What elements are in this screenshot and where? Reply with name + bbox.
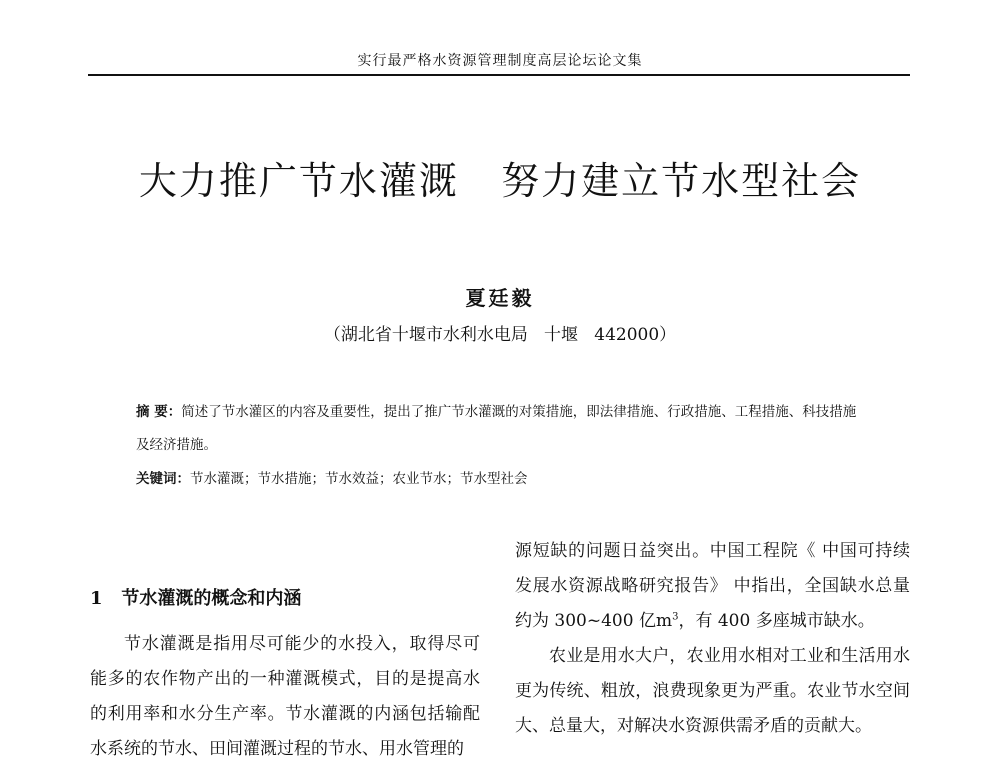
section-heading: 1 节水灌溉的概念和内涵	[90, 588, 302, 609]
paper-title: 大力推广节水灌溉 努力建立节水型社会	[138, 159, 862, 203]
body-paragraph: 节水灌溉是指用尽可能少的水投入，取得尽可能多的农作物产出的一种灌溉模式，目的是提高水的利用率和水分生产率。节水灌溉的内涵包括输配水系统的节水、田间灌溉过程的节水、用水管理的	[90, 634, 480, 759]
keywords	[136, 467, 866, 487]
running-header: 实行最严格水资源管理制度高层论坛论文集	[357, 53, 643, 69]
right-column	[515, 534, 910, 744]
left-column	[90, 627, 480, 767]
abstract	[136, 396, 866, 462]
author-affiliation: （湖北省十堰市水利水电局 十堰 442000）	[323, 325, 677, 345]
author-name: 夏廷毅	[465, 286, 535, 310]
body-paragraph: 农业是用水大户，农业用水相对工业和生活用水更为传统、粗放，浪费现象更为严重。农业节水空间大、总量大，对解决水资源供需矛盾的贡献大。	[515, 646, 910, 736]
abstract-text: 简述了节水灌区的内容及重要性，提出了推广节水灌溉的对策措施，即法律措施、行政措施、工程措施、科技措施及经济措施。	[136, 404, 857, 453]
keywords-label: 关键词：	[136, 471, 190, 487]
body-paragraph-continued	[515, 534, 910, 639]
continued-text: 源短缺的问题日益突出。中国工程院《 中国可持续发展水资源战略研究报告》 中指出，全国缺水总量约为 300~400 亿m	[515, 541, 910, 631]
abstract-label: 摘 要：	[136, 404, 182, 420]
keywords-text: 节水灌溉；节水措施；节水效益；农业节水；节水型社会	[190, 471, 528, 487]
continued-text-tail: ，有 400 多座城市缺水。	[678, 611, 875, 631]
superscript: 3	[672, 611, 679, 623]
header-rule	[88, 74, 910, 76]
